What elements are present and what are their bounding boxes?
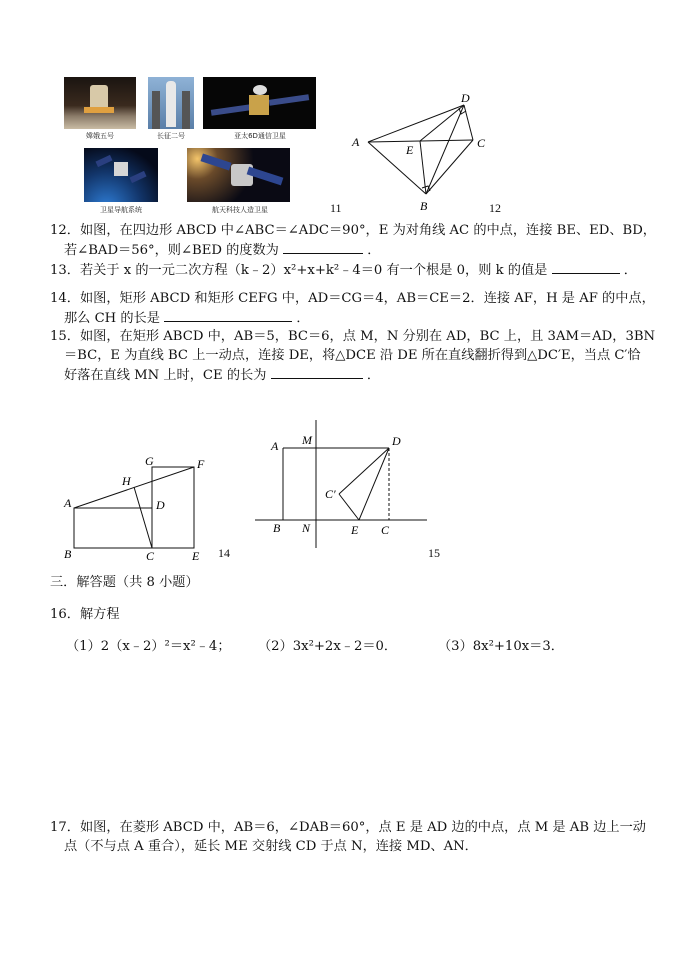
fig12-label-B: B — [420, 199, 428, 213]
section-3-title: 三．解答题（共 8 小题） — [50, 575, 199, 590]
photo-navigation — [84, 148, 158, 202]
question-16-part2: （2）3x²+2x﹣2＝0． — [258, 639, 398, 654]
question-14 — [50, 289, 655, 328]
fig14-label-G: G — [145, 454, 154, 468]
fig14-label-A: A — [64, 496, 72, 510]
q13-text: 13．若关于 x 的一元二次方程（k﹣2）x²+x+k²﹣4＝0 有一个根是 0，则 k 的值是 — [50, 263, 548, 278]
caption-navigation: 卫星导航系统 — [100, 206, 142, 214]
fig12-label-A: A — [352, 135, 360, 149]
q12-end: ． — [367, 243, 381, 258]
fig15-label-A: A — [271, 439, 279, 453]
question-16-part1: （1）2（x﹣2）²＝x²﹣4； — [66, 639, 231, 654]
question-15 — [50, 327, 656, 385]
question-17 — [50, 818, 650, 856]
fig14-label-F: F — [197, 457, 205, 471]
question-16-title: 16．解方程 — [50, 607, 120, 622]
q13-answer-blank[interactable] — [552, 260, 620, 274]
q12-line1: 12．如图，在四边形 ABCD 中∠ABC＝∠ADC＝90°，E 为对角线 AC 的中点，连接 BE、ED、BD， — [50, 223, 656, 238]
fig12-label-E: E — [406, 143, 414, 157]
fig11-number: 11 — [330, 201, 342, 215]
fig14-label-H: H — [122, 474, 131, 488]
q15-line2: ＝BC，E 为直线 BC 上一动点，连接 DE，将△DCE 沿 DE 所在直线翻折得到△DC′E，当点 C′恰 — [64, 348, 641, 363]
fig14-label-E: E — [192, 549, 200, 563]
q15-line3: 好落在直线 MN 上时，CE 的长为 — [64, 368, 267, 383]
fig14-number: 14 — [218, 546, 230, 560]
q12-line2-wrap — [50, 240, 650, 260]
question-16-part3: （3）8x²+10x＝3． — [438, 639, 564, 654]
caption-long-march: 长征二号 — [157, 132, 185, 140]
q17-line1: 17．如图，在菱形 ABCD 中，AB＝6，∠DAB＝60°，点 E 是 AD 边的中点，点 M 是 AB 边上一动 — [50, 820, 646, 835]
fig15-number: 15 — [428, 546, 440, 560]
q15-answer-blank[interactable] — [271, 365, 363, 379]
photo-change5 — [64, 77, 136, 129]
photo-satellite — [187, 148, 290, 202]
fig15-label-N: N — [302, 521, 311, 535]
question-13 — [50, 260, 650, 280]
q14-line2: 那么 CH 的长是 — [64, 311, 160, 326]
q12-line2: 若∠BAD＝56°，则∠BED 的度数为 — [64, 243, 279, 258]
q14-line1: 14．如图，矩形 ABCD 和矩形 CEFG 中，AD＝CG＝4，AB＝CE＝2．连接 AF，H 是 AF 的中点， — [50, 291, 655, 306]
fig15-label-E: E — [351, 523, 359, 537]
fig14-label-B: B — [64, 547, 72, 561]
fig15-label-B: B — [273, 521, 281, 535]
figure-14 — [58, 452, 218, 567]
fig15-label-M: M — [302, 433, 312, 447]
photo-apstar — [203, 77, 316, 129]
photo-long-march — [148, 77, 194, 129]
fig15-label-C: C — [381, 523, 390, 537]
q14-line2-wrap — [50, 308, 650, 328]
fig14-label-C: C — [146, 549, 155, 563]
q14-end: ． — [296, 311, 310, 326]
fig12-number: 12 — [489, 201, 501, 215]
fig12-label-D: D — [461, 91, 470, 105]
figure-12 — [340, 90, 510, 215]
fig15-label-Cprime: C′ — [325, 487, 336, 501]
q12-answer-blank[interactable] — [283, 240, 363, 254]
caption-change5: 嫦娥五号 — [86, 132, 114, 140]
q13-end: ． — [623, 263, 637, 278]
fig14-label-D: D — [156, 498, 165, 512]
caption-apstar: 亚太6D通信卫星 — [234, 132, 286, 140]
fig12-label-C: C — [477, 136, 486, 150]
q15-line3-wrap — [50, 365, 650, 385]
q17-line2: 点（不与点 A 重合），延长 ME 交射线 CD 于点 N，连接 MD、AN． — [64, 839, 478, 854]
question-12 — [50, 221, 656, 260]
figure-15 — [255, 418, 435, 548]
caption-satellite: 航天科技人造卫星 — [212, 206, 268, 214]
q15-end: ． — [366, 368, 380, 383]
q14-answer-blank[interactable] — [164, 308, 292, 322]
q15-line1: 15．如图，在矩形 ABCD 中，AB＝5，BC＝6，点 M，N 分别在 AD，BC 上，且 3AM＝AD，3BN — [50, 329, 656, 344]
fig15-label-D: D — [392, 434, 401, 448]
